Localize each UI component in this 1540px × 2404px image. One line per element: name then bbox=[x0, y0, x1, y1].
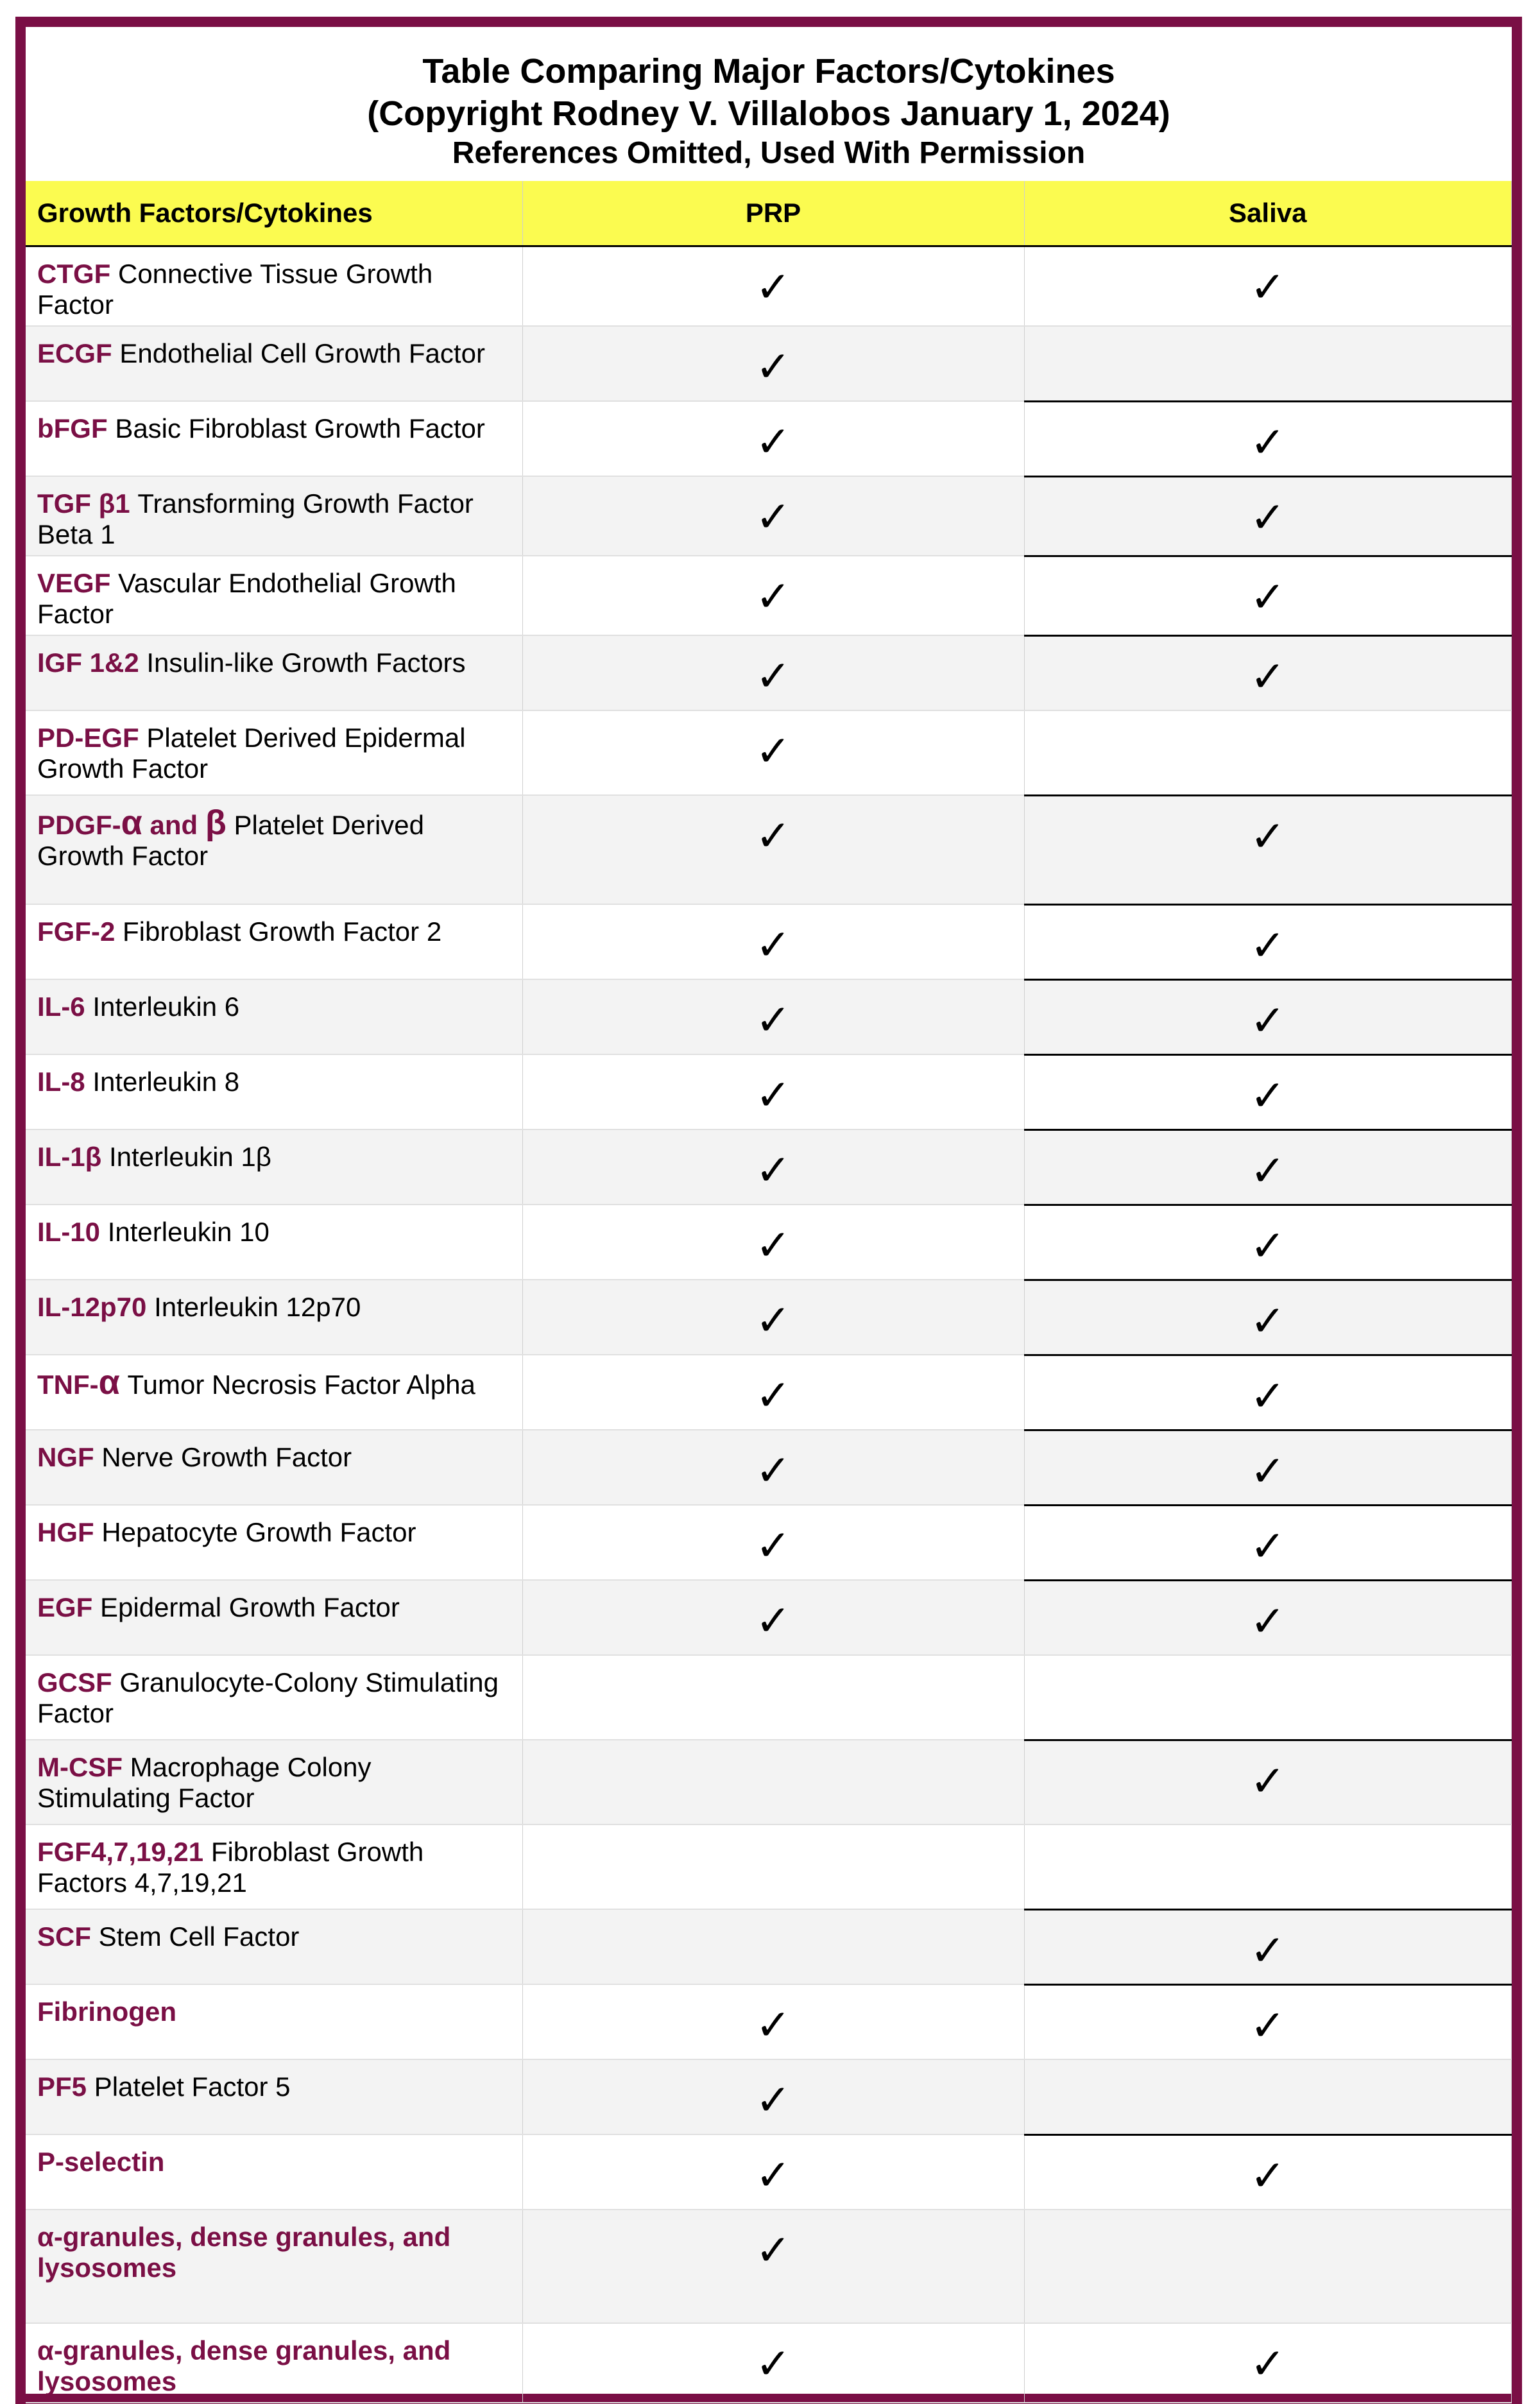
prp-cell bbox=[522, 556, 1024, 635]
table-row bbox=[26, 1740, 1512, 1824]
prp-cell bbox=[522, 326, 1024, 401]
greek-letter: α bbox=[121, 803, 142, 842]
check-icon: ✓ bbox=[1250, 1446, 1286, 1496]
factor-abbreviation: NGF bbox=[37, 1442, 94, 1472]
factor-name: Stem Cell Factor bbox=[98, 1921, 300, 1952]
check-icon: ✓ bbox=[755, 726, 791, 776]
factor-abbreviation: P-selectin bbox=[37, 2147, 165, 2177]
factor-cell bbox=[26, 556, 522, 635]
factor-cell bbox=[26, 476, 522, 556]
factor-name: Nerve Growth Factor bbox=[101, 1442, 352, 1472]
factor-cell bbox=[26, 401, 522, 476]
comparison-table bbox=[26, 181, 1512, 2403]
check-icon: ✓ bbox=[755, 2226, 791, 2275]
saliva-cell bbox=[1024, 1655, 1512, 1740]
factor-cell bbox=[26, 1054, 522, 1129]
check-icon: ✓ bbox=[1250, 1596, 1286, 1646]
saliva-cell bbox=[1024, 1355, 1512, 1430]
factor-cell bbox=[26, 2059, 522, 2134]
greek-letter: β bbox=[205, 803, 227, 842]
prp-cell bbox=[522, 710, 1024, 795]
saliva-cell bbox=[1024, 1984, 1512, 2059]
prp-cell bbox=[522, 1824, 1024, 1909]
factor-cell bbox=[26, 2210, 522, 2323]
table-header bbox=[26, 27, 1512, 181]
table-row bbox=[26, 1129, 1512, 1205]
factor-abbreviation: IL-8 bbox=[37, 1067, 85, 1097]
prp-cell bbox=[522, 1505, 1024, 1580]
table-row bbox=[26, 1655, 1512, 1740]
table-row bbox=[26, 2323, 1512, 2403]
check-icon: ✓ bbox=[1250, 811, 1286, 861]
prp-cell bbox=[522, 1280, 1024, 1355]
table-row bbox=[26, 1355, 1512, 1430]
greek-letter: α bbox=[98, 1363, 120, 1402]
saliva-cell bbox=[1024, 1580, 1512, 1655]
factor-abbreviation: M-CSF bbox=[37, 1752, 123, 1782]
saliva-cell bbox=[1024, 2134, 1512, 2210]
factor-abbreviation: CTGF bbox=[37, 259, 111, 289]
table-row bbox=[26, 1205, 1512, 1280]
factor-cell bbox=[26, 795, 522, 904]
check-icon: ✓ bbox=[755, 1371, 791, 1420]
factor-name: Interleukin 1β bbox=[108, 1142, 271, 1172]
factor-cell bbox=[26, 1909, 522, 1984]
factor-abbreviation: PF5 bbox=[37, 2072, 87, 2102]
factor-abbreviation: ECGF bbox=[37, 338, 112, 368]
check-icon: ✓ bbox=[1250, 1756, 1286, 1806]
factor-name: Platelet Derived Epidermal Growth Factor bbox=[37, 723, 466, 784]
factor-abbreviation: bFGF bbox=[37, 413, 108, 443]
prp-cell bbox=[522, 1129, 1024, 1205]
prp-cell bbox=[522, 401, 1024, 476]
saliva-cell bbox=[1024, 1205, 1512, 1280]
factor-name: Fibroblast Growth Factor 2 bbox=[123, 916, 442, 947]
factor-name: Vascular Endothelial Growth Factor bbox=[37, 568, 456, 629]
check-icon: ✓ bbox=[755, 920, 791, 970]
check-icon: ✓ bbox=[755, 262, 791, 312]
factor-name: Interleukin 8 bbox=[92, 1067, 240, 1097]
factor-name: Basic Fibroblast Growth Factor bbox=[115, 413, 485, 443]
saliva-cell bbox=[1024, 476, 1512, 556]
table-row bbox=[26, 1984, 1512, 2059]
factor-abbreviation: α-granules, dense granules, and lysosomes bbox=[37, 2222, 451, 2283]
saliva-cell bbox=[1024, 1505, 1512, 1580]
check-icon: ✓ bbox=[755, 1521, 791, 1570]
saliva-cell bbox=[1024, 1824, 1512, 1909]
check-icon: ✓ bbox=[1250, 1521, 1286, 1571]
factor-name: Fibroblast Growth Factors 4,7,19,21 bbox=[37, 1837, 424, 1898]
factor-abbreviation: EGF bbox=[37, 1592, 93, 1622]
factor-abbreviation: GCSF bbox=[37, 1667, 112, 1697]
check-icon: ✓ bbox=[1250, 492, 1286, 542]
factor-cell bbox=[26, 1129, 522, 1205]
page-title: Table Comparing Major Factors/Cytokines bbox=[422, 52, 1115, 90]
table-row bbox=[26, 2210, 1512, 2323]
saliva-cell bbox=[1024, 1129, 1512, 1205]
factor-name: Macrophage Colony Stimulating Factor bbox=[37, 1752, 372, 1813]
saliva-cell bbox=[1024, 979, 1512, 1054]
check-icon: ✓ bbox=[755, 572, 791, 621]
factor-name: Endothelial Cell Growth Factor bbox=[119, 338, 485, 368]
check-icon: ✓ bbox=[1250, 1371, 1286, 1421]
check-icon: ✓ bbox=[1250, 2151, 1286, 2201]
factor-abbreviation: IL-1β bbox=[37, 1142, 102, 1172]
prp-cell bbox=[522, 1355, 1024, 1430]
factor-name: Epidermal Growth Factor bbox=[100, 1592, 400, 1622]
saliva-cell bbox=[1024, 2210, 1512, 2323]
prp-cell bbox=[522, 2323, 1024, 2403]
factor-name: Connective Tissue Growth Factor bbox=[37, 259, 433, 320]
saliva-cell bbox=[1024, 246, 1512, 327]
table-row bbox=[26, 401, 1512, 476]
factor-name: Interleukin 12p70 bbox=[154, 1292, 361, 1322]
saliva-cell bbox=[1024, 2323, 1512, 2403]
factor-cell bbox=[26, 2134, 522, 2210]
table-row bbox=[26, 1054, 1512, 1129]
table-row bbox=[26, 2059, 1512, 2134]
table-row bbox=[26, 556, 1512, 635]
factor-abbreviation: SCF bbox=[37, 1921, 91, 1952]
check-icon: ✓ bbox=[755, 2075, 791, 2125]
factor-name: Platelet Derived Growth Factor bbox=[37, 810, 424, 871]
factor-cell bbox=[26, 1505, 522, 1580]
column-header-factors: Growth Factors/Cytokines bbox=[26, 181, 522, 246]
check-icon: ✓ bbox=[755, 811, 791, 861]
saliva-cell bbox=[1024, 1909, 1512, 1984]
check-icon: ✓ bbox=[755, 1596, 791, 1645]
table-row bbox=[26, 326, 1512, 401]
check-icon: ✓ bbox=[755, 1070, 791, 1120]
table-row bbox=[26, 979, 1512, 1054]
factor-abbreviation: α-granules, dense granules, and lysosomes bbox=[37, 2335, 451, 2396]
check-icon: ✓ bbox=[1250, 1221, 1286, 1271]
saliva-cell bbox=[1024, 556, 1512, 635]
factor-abbreviation: TNF-α bbox=[37, 1363, 120, 1402]
factor-cell bbox=[26, 1580, 522, 1655]
factor-cell bbox=[26, 326, 522, 401]
check-icon: ✓ bbox=[755, 1146, 791, 1195]
check-icon: ✓ bbox=[1250, 1146, 1286, 1196]
table-row bbox=[26, 795, 1512, 904]
check-icon: ✓ bbox=[755, 2000, 791, 2050]
table-row bbox=[26, 904, 1512, 979]
factor-cell bbox=[26, 1430, 522, 1505]
factor-cell bbox=[26, 1280, 522, 1355]
factor-cell bbox=[26, 1984, 522, 2059]
factor-abbreviation: PD-EGF bbox=[37, 723, 139, 753]
factor-name: Tumor Necrosis Factor Alpha bbox=[127, 1369, 475, 1400]
factor-abbreviation: IL-10 bbox=[37, 1217, 101, 1247]
factor-name: Interleukin 10 bbox=[107, 1217, 270, 1247]
check-icon: ✓ bbox=[1250, 995, 1286, 1045]
saliva-cell bbox=[1024, 1740, 1512, 1824]
table-row bbox=[26, 635, 1512, 710]
table-row bbox=[26, 2134, 1512, 2210]
column-header-prp: PRP bbox=[522, 181, 1024, 246]
check-icon: ✓ bbox=[1250, 1070, 1286, 1120]
factor-cell bbox=[26, 1824, 522, 1909]
prp-cell bbox=[522, 1909, 1024, 1984]
check-icon: ✓ bbox=[1250, 572, 1286, 622]
check-icon: ✓ bbox=[1250, 1296, 1286, 1346]
factor-cell bbox=[26, 710, 522, 795]
table-row bbox=[26, 476, 1512, 556]
saliva-cell bbox=[1024, 710, 1512, 795]
prp-cell bbox=[522, 1054, 1024, 1129]
check-icon: ✓ bbox=[1250, 2339, 1286, 2389]
factor-cell bbox=[26, 1655, 522, 1740]
table-row bbox=[26, 1580, 1512, 1655]
saliva-cell bbox=[1024, 401, 1512, 476]
prp-cell bbox=[522, 1430, 1024, 1505]
saliva-cell bbox=[1024, 1054, 1512, 1129]
factor-name: Insulin-like Growth Factors bbox=[146, 648, 466, 678]
prp-cell bbox=[522, 979, 1024, 1054]
check-icon: ✓ bbox=[1250, 417, 1286, 467]
factor-cell bbox=[26, 1205, 522, 1280]
prp-cell bbox=[522, 246, 1024, 327]
saliva-cell bbox=[1024, 2059, 1512, 2134]
factor-cell bbox=[26, 1740, 522, 1824]
table-row bbox=[26, 710, 1512, 795]
check-icon: ✓ bbox=[755, 1221, 791, 1270]
check-icon: ✓ bbox=[755, 995, 791, 1045]
saliva-cell bbox=[1024, 1280, 1512, 1355]
factor-abbreviation: HGF bbox=[37, 1517, 94, 1547]
table-row bbox=[26, 1909, 1512, 1984]
prp-cell bbox=[522, 635, 1024, 710]
factor-abbreviation: TGF β1 bbox=[37, 488, 130, 519]
prp-cell bbox=[522, 795, 1024, 904]
factor-abbreviation: IL-6 bbox=[37, 992, 85, 1022]
factor-name: Interleukin 6 bbox=[92, 992, 240, 1022]
prp-cell bbox=[522, 1740, 1024, 1824]
check-icon: ✓ bbox=[755, 417, 791, 467]
prp-cell bbox=[522, 1205, 1024, 1280]
table-body bbox=[26, 246, 1512, 2403]
saliva-cell bbox=[1024, 795, 1512, 904]
factor-abbreviation: IL-12p70 bbox=[37, 1292, 147, 1322]
table-row bbox=[26, 246, 1512, 327]
prp-cell bbox=[522, 1580, 1024, 1655]
check-icon: ✓ bbox=[1250, 651, 1286, 701]
check-icon: ✓ bbox=[755, 2151, 791, 2200]
check-icon: ✓ bbox=[1250, 262, 1286, 312]
factor-abbreviation: VEGF bbox=[37, 568, 111, 598]
factor-cell bbox=[26, 246, 522, 327]
factor-abbreviation: Fibrinogen bbox=[37, 1996, 176, 2027]
references-note: References Omitted, Used With Permission bbox=[452, 136, 1086, 170]
check-icon: ✓ bbox=[755, 651, 791, 701]
saliva-cell bbox=[1024, 326, 1512, 401]
prp-cell bbox=[522, 2059, 1024, 2134]
prp-cell bbox=[522, 2134, 1024, 2210]
check-icon: ✓ bbox=[755, 2339, 791, 2389]
saliva-cell bbox=[1024, 904, 1512, 979]
check-icon: ✓ bbox=[1250, 1925, 1286, 1975]
check-icon: ✓ bbox=[1250, 2000, 1286, 2050]
column-header-saliva: Saliva bbox=[1024, 181, 1512, 246]
prp-cell bbox=[522, 904, 1024, 979]
factor-abbreviation: FGF4,7,19,21 bbox=[37, 1837, 204, 1867]
table-row bbox=[26, 1505, 1512, 1580]
factor-name: Transforming Growth Factor Beta 1 bbox=[37, 488, 474, 549]
check-icon: ✓ bbox=[755, 1446, 791, 1495]
check-icon: ✓ bbox=[755, 492, 791, 542]
saliva-cell bbox=[1024, 1430, 1512, 1505]
factor-abbreviation: PDGF-α and β bbox=[37, 803, 227, 842]
factor-cell bbox=[26, 979, 522, 1054]
factor-cell bbox=[26, 1355, 522, 1430]
check-icon: ✓ bbox=[755, 342, 791, 391]
factor-name: Granulocyte-Colony Stimulating Factor bbox=[37, 1667, 499, 1728]
table-row bbox=[26, 1824, 1512, 1909]
check-icon: ✓ bbox=[1250, 920, 1286, 970]
table-frame bbox=[15, 17, 1522, 2404]
check-icon: ✓ bbox=[755, 1296, 791, 1345]
prp-cell bbox=[522, 476, 1024, 556]
table-row bbox=[26, 1430, 1512, 1505]
prp-cell bbox=[522, 2210, 1024, 2323]
prp-cell bbox=[522, 1984, 1024, 2059]
column-header-row bbox=[26, 181, 1512, 246]
factor-name: Platelet Factor 5 bbox=[94, 2072, 291, 2102]
copyright-line: (Copyright Rodney V. Villalobos January 1, 2024) bbox=[367, 94, 1170, 133]
factor-cell bbox=[26, 904, 522, 979]
factor-abbreviation: IGF 1&2 bbox=[37, 648, 139, 678]
prp-cell bbox=[522, 1655, 1024, 1740]
factor-cell bbox=[26, 2323, 522, 2403]
factor-abbreviation: FGF-2 bbox=[37, 916, 116, 947]
factor-name: Hepatocyte Growth Factor bbox=[101, 1517, 416, 1547]
factor-cell bbox=[26, 635, 522, 710]
saliva-cell bbox=[1024, 635, 1512, 710]
table-row bbox=[26, 1280, 1512, 1355]
